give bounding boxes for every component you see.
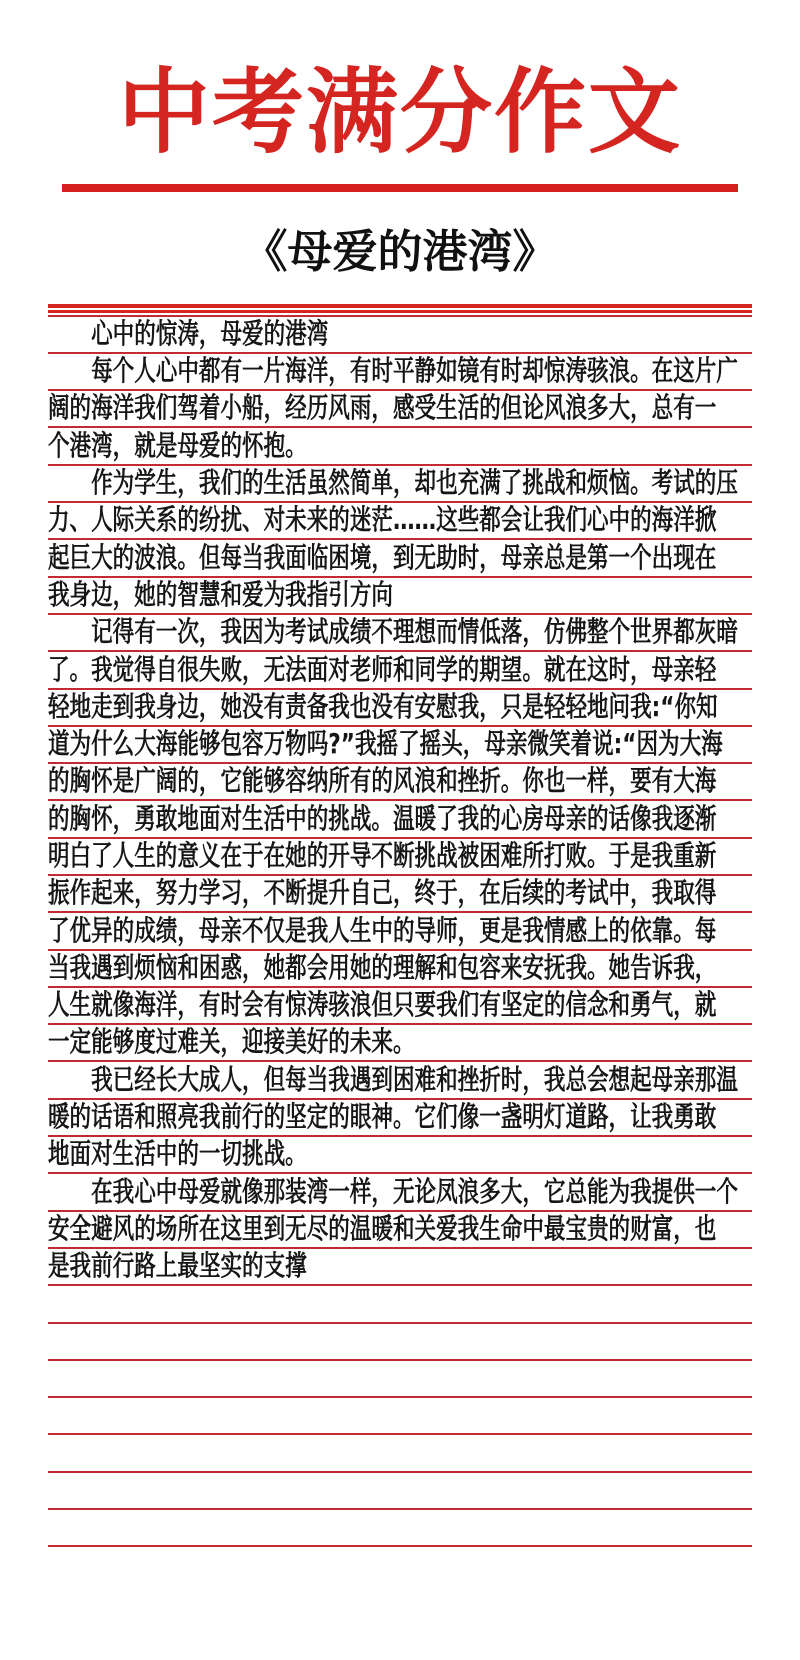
title-divider: [62, 184, 738, 192]
essay-lines: [48, 317, 752, 1548]
essay-line: [48, 578, 752, 615]
essay-line: [48, 764, 752, 801]
essay-line-text: 我身边，她的智慧和爱为我指引方向: [48, 577, 393, 611]
essay-line-text: 心中的惊涛，母爱的港湾: [91, 316, 329, 350]
essay-line: [48, 466, 752, 503]
essay-line-text: 暖的话语和照亮我前行的坚定的眼神。它们像一盏明灯道路，让我勇敢: [48, 1100, 717, 1134]
essay-line-text: 力、人际关系的纷扰、对未来的迷茫……这些都会让我们心中的海洋掀: [48, 503, 717, 537]
essay-page: [0, 60, 800, 1660]
essay-line-text: 个港湾，就是母爱的怀抱。: [48, 428, 307, 462]
essay-line-text: 作为学生，我们的生活虽然简单，却也充满了挑战和烦恼。考试的压: [91, 466, 738, 500]
essay-line: [48, 1100, 752, 1137]
essay-line: [48, 1286, 752, 1323]
essay-line-text: 地面对生活中的一切挑战。: [48, 1137, 307, 1171]
essay-line: [48, 1025, 752, 1062]
essay-title: 《母爱的港湾》: [242, 224, 558, 278]
essay-line: [48, 690, 752, 727]
essay-line: [48, 1062, 752, 1099]
essay-line: [48, 951, 752, 988]
essay-line: [48, 1510, 752, 1547]
sheet-top-rule: [48, 304, 752, 317]
essay-line: [48, 988, 752, 1025]
essay-line: [48, 1249, 752, 1286]
essay-line: [48, 652, 752, 689]
essay-line: [48, 317, 752, 354]
essay-line: [48, 1324, 752, 1361]
essay-line-text: 阔的海洋我们驾着小船，经历风雨，感受生活的但论风浪多大，总有一: [48, 391, 717, 425]
essay-line-text: 是我前行路上最坚实的支撑: [48, 1249, 307, 1283]
essay-line-text: 的胸怀是广阔的，它能够容纳所有的风浪和挫折。你也一样，要有大海: [48, 764, 717, 798]
essay-line-text: 了。我觉得自很失败，无法面对老师和同学的期望。就在这时，母亲轻: [48, 652, 717, 686]
essay-line: [48, 913, 752, 950]
essay-line-text: 振作起来，努力学习，不断提升自己，终于，在后续的考试中，我取得: [48, 876, 717, 910]
essay-line: [48, 354, 752, 391]
essay-line-text: 起巨大的波浪。但每当我面临困境，到无助时，母亲总是第一个出现在: [48, 540, 717, 574]
essay-line-text: 轻地走到我身边，她没有责备我也没有安慰我，只是轻轻地问我:“你知: [48, 689, 718, 723]
essay-line: [48, 1435, 752, 1472]
essay-line-text: 人生就像海洋，有时会有惊涛骇浪但只要我们有坚定的信念和勇气，就: [48, 988, 717, 1022]
essay-line: [48, 1137, 752, 1174]
essay-line: [48, 1361, 752, 1398]
essay-line: [48, 428, 752, 465]
essay-line-text: 我已经长大成人，但每当我遇到困难和挫折时，我总会想起母亲那温: [91, 1062, 738, 1096]
essay-line-text: 道为什么大海能够包容万物吗?”我摇了摇头，母亲微笑着说:“因为大海: [48, 727, 723, 761]
essay-line: [48, 503, 752, 540]
essay-line: [48, 801, 752, 838]
essay-line-text: 在我心中母爱就像那装湾一样，无论凤浪多大，它总能为我提供一个: [91, 1174, 738, 1208]
essay-line-text: 当我遇到烦恼和困惑，她都会用她的理解和包容来安抚我。她告诉我，: [48, 950, 717, 984]
essay-sheet: [48, 304, 752, 1548]
essay-line-text: 一定能够度过难关，迎接美好的未来。: [48, 1025, 415, 1059]
essay-line: [48, 540, 752, 577]
essay-line: [48, 615, 752, 652]
essay-line: [48, 391, 752, 428]
essay-line: [48, 1398, 752, 1435]
essay-line: [48, 839, 752, 876]
essay-line: [48, 876, 752, 913]
essay-line-text: 明白了人生的意义在于在她的开导不断挑战被困难所打败。于是我重新: [48, 839, 717, 872]
essay-line: [48, 1174, 752, 1211]
page-title: 中考满分作文: [117, 59, 682, 166]
essay-line-text: 每个人心中都有一片海洋，有时平静如镜有时却惊涛骇浪。在这片广: [91, 354, 738, 388]
essay-line: [48, 727, 752, 764]
essay-line-text: 的胸怀，勇敢地面对生活中的挑战。温暖了我的心房母亲的话像我逐渐: [48, 801, 717, 835]
essay-line-text: 了优异的成绩，母亲不仅是我人生中的导师，更是我情感上的依靠。每: [48, 913, 717, 947]
essay-line-text: 记得有一次，我因为考试成绩不理想而情低落，仿佛整个世界都灰暗: [91, 615, 738, 649]
essay-line-text: 安全避风的场所在这里到无尽的温暖和关爱我生命中最宝贵的财富，也: [48, 1211, 717, 1245]
essay-line: [48, 1473, 752, 1510]
essay-line: [48, 1212, 752, 1249]
